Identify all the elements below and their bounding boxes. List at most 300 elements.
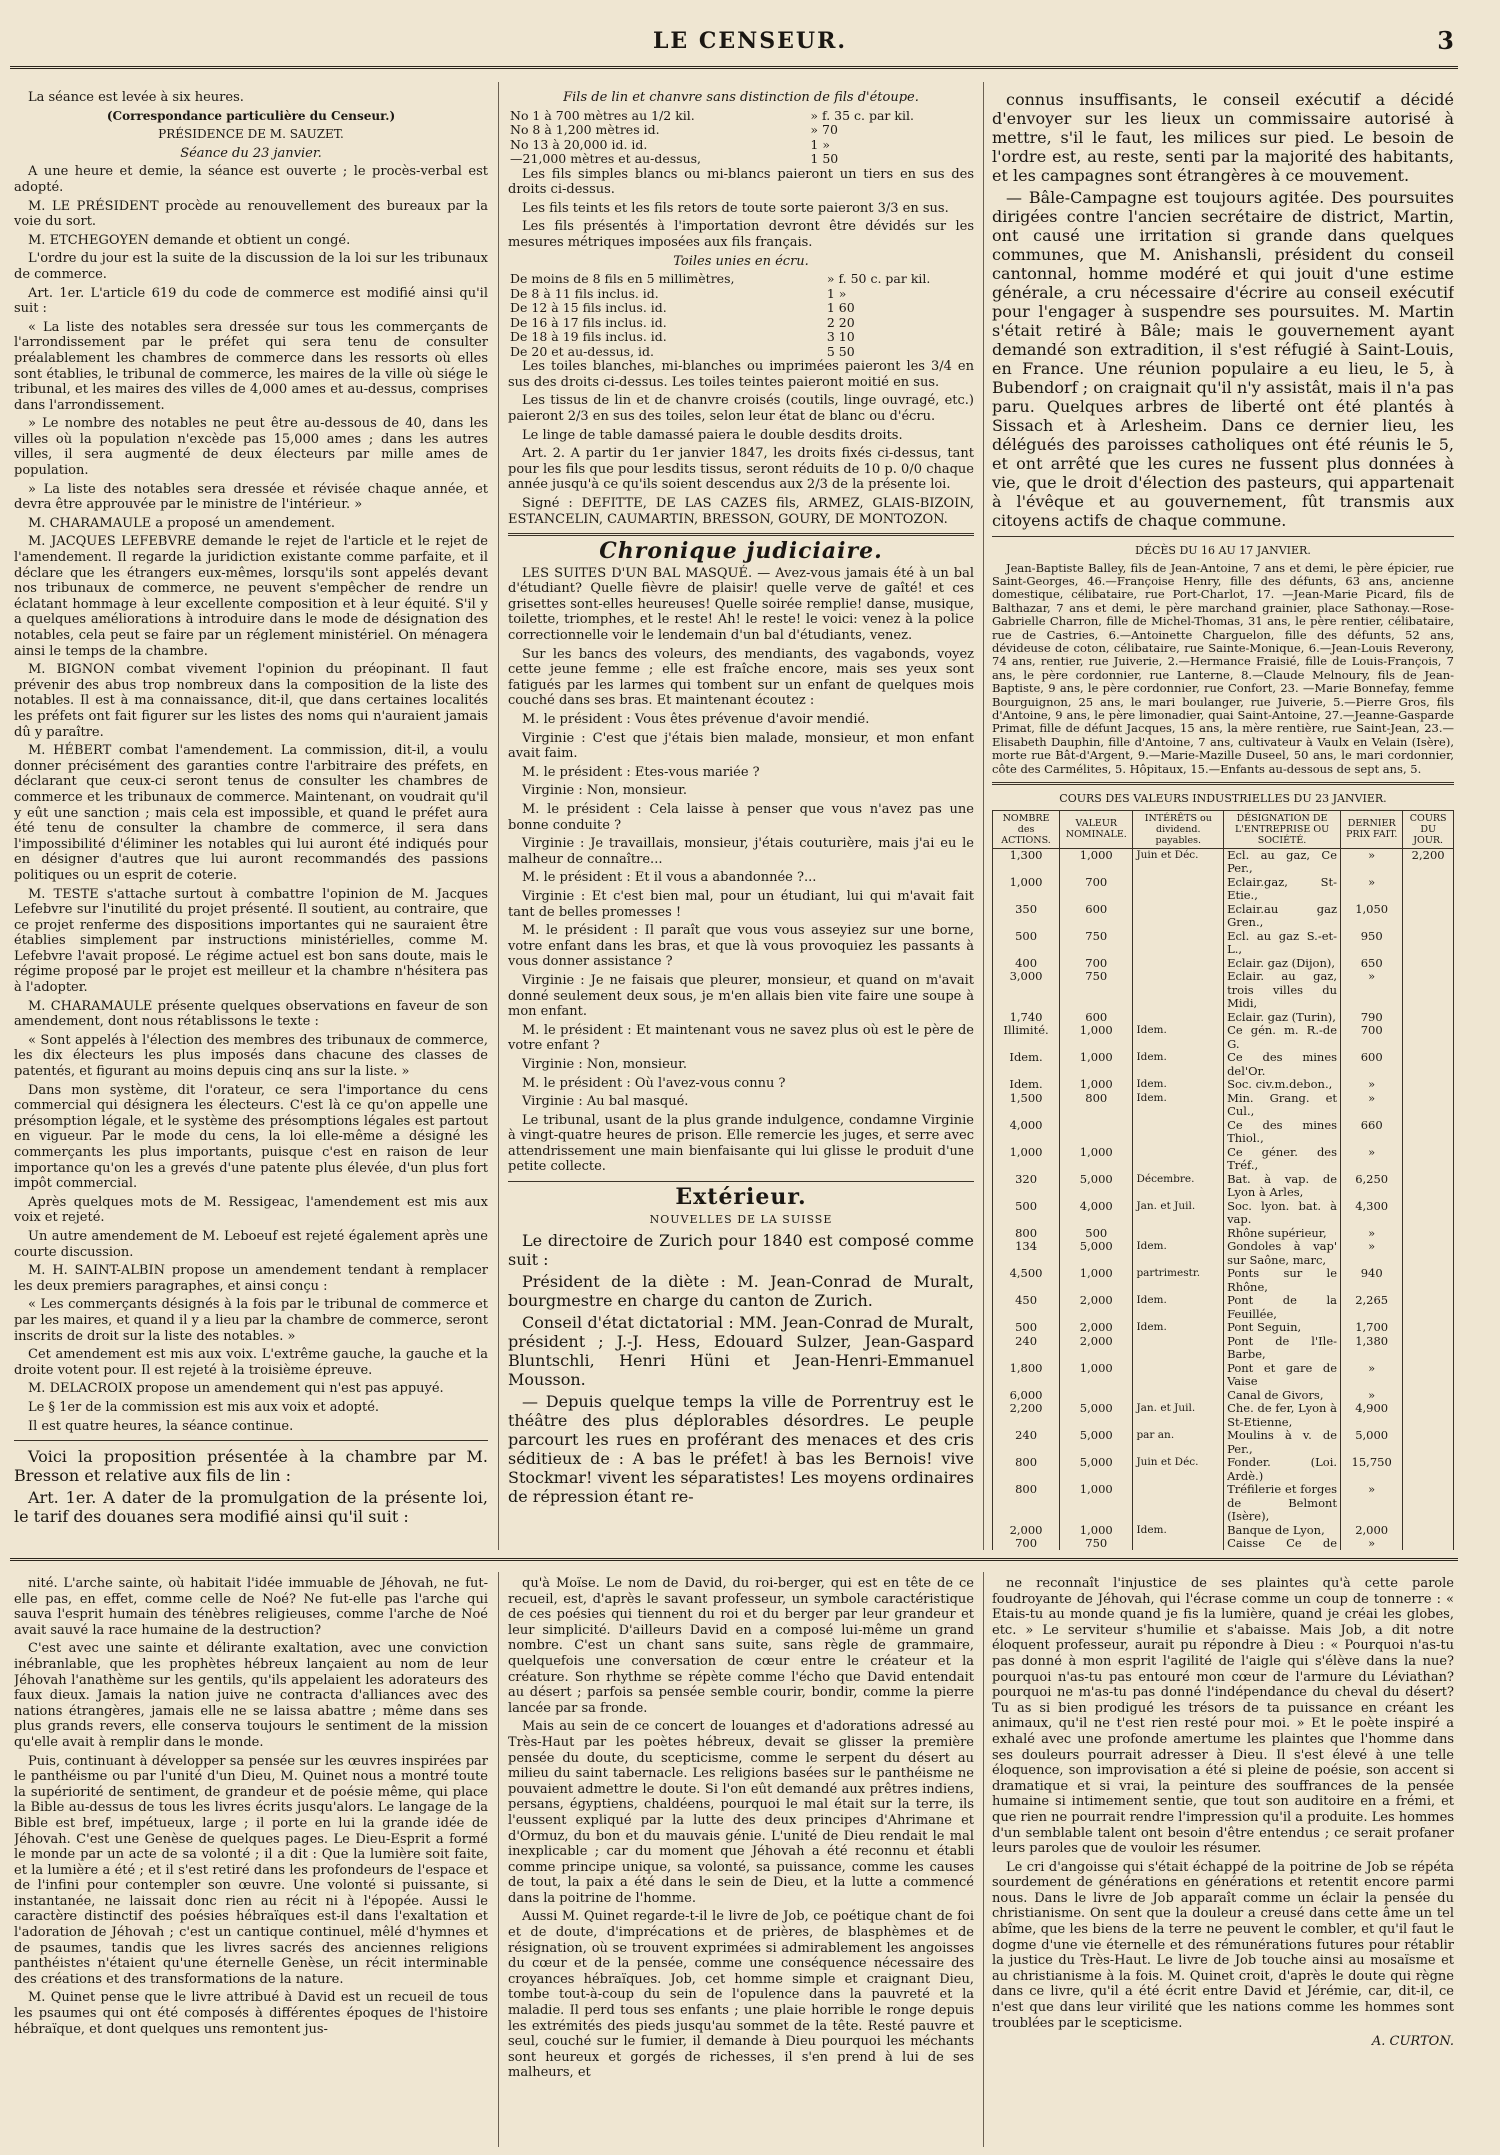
paragraph: M. HÉBERT combat l'amendement. La commission, dit-il, a voulu donner précisément des garanties contre l'arbitraire des préfets, en déclarant que ceux-ci seront tenus de consulter les chambres de commerce et les tribunaux de commerce. Maintenant, on voudrait qu'il y eût une sanction ; mais cela est impossible, et quand le préfet aura été tenu de consulter la chambre de commerce, il sera dans l'impossibilité d'éliminer les notables qui lui auront été indiqués pour en désigner d'autres que lui auront recommandés des passions politiques ou un esprit de coterie.: [14, 743, 488, 883]
paragraph: « Sont appelés à l'élection des membres des tribunaux de commerce, les dix électeurs les plus imposés dans chacune des classes de patentés, et figurant au moins depuis cinq ans sur la liste. »: [14, 1032, 488, 1080]
paragraph: qu'à Moïse. Le nom de David, du roi-berger, qui est en tête de ce recueil, est, d'après le savant professeur, un symbole caractéristique de ces poésies qui tiennent du roi et du berger par leur grandeur et leur simplicité. D'ailleurs David en a composé lui-même un grand nombre. C'est un chant sans suite, sans règle de grammaire, quelquefois une conversation de cœur entre le créateur et la créature. Son rhythme se répète comme l'écho que David entendait au désert ; parfois sa pensée semble courir, bondir, comme la pierre lancée par sa fronde.: [508, 1576, 974, 1716]
table-row: [993, 1483, 1454, 1524]
paragraph: Puis, continuant à développer sa pensée sur les œuvres inspirées par le panthéisme ou par l'unité d'un Dieu, M. Quinet nous a montré toute la supériorité de sentiment, de grandeur et de poésie même, qui place la Bible au-dessus de tous les livres écrits jusqu'alors. Le langage de la Bible est bref, impétueux, large ; il porte en lui la grande idée de Jéhovah. C'est une Genèse de quelques pages. Le Dieu-Esprit a formé le monde par un acte de sa volonté ; il a dit : Que la lumière soit faite, et la lumière a été ; et il s'est retiré dans les profondeurs de l'espace et de l'infini pour contempler son œuvre. Une volonté si puissante, si instantanée, ne laissait donc rien au récit ni à l'épopée. Aussi le caractère distinctif des poésies hébraïques est-il dans l'exaltation et l'adoration de Jéhovah ; c'est un cantique continuel, mêlé d'hymnes et de psaumes, tandis que les livres sacrés des anciennes religions panthéistes n'étaient qu'une éternelle Genèse, un récit interminable des créations et des transformations de la nature.: [14, 1753, 488, 1987]
table-row: [993, 1011, 1454, 1025]
table-cell: [1133, 957, 1224, 971]
table-cell: [1403, 1173, 1454, 1200]
paragraph: « Les commerçants désignés à la fois par le tribunal de commerce et par les maires, et quand il y a lieu par la chambre de commerce, seront inscrits de droit sur la liste des notables. »: [14, 1297, 488, 1344]
paragraph: M. LE PRÉSIDENT procède au renouvellement des bureaux par la voie du sort.: [14, 198, 488, 230]
paragraph: Virginie : Au bal masqué.: [522, 1094, 689, 1110]
paragraph: M. le président : Et maintenant vous ne savez plus où est le père de votre enfant ?: [508, 1022, 974, 1054]
table-row: [993, 1146, 1454, 1173]
table-row: [993, 1051, 1454, 1078]
paragraph: M. ETCHEGOYEN demande et obtient un congé.: [28, 232, 351, 248]
divider: [992, 536, 1454, 537]
table-cell: Idem.: [1133, 1240, 1224, 1267]
table-cell: [1403, 1092, 1454, 1119]
table-cell: 800: [993, 1227, 1060, 1241]
fils-notes: [508, 167, 974, 251]
tariff-row: [508, 123, 974, 138]
table-cell: »: [1341, 1227, 1403, 1241]
paragraph: M. le président : Vous êtes prévenue d'avoir mendié.: [522, 712, 870, 728]
divider: [992, 782, 1454, 785]
table-cell: Ce des mines del'Or.: [1224, 1051, 1341, 1078]
feuilleton-column-3: [992, 1576, 1454, 2146]
paragraph: M. CHARAMAULE présente quelques observations en faveur de son amendement, dont nous rétablissons le texte :: [14, 998, 488, 1030]
paragraph: Cet amendement est mis aux voix. L'extrême gauche, la gauche et la droite votent pour. Il est rejeté à la troisième épreuve.: [14, 1347, 488, 1378]
table-cell: 1,050: [1341, 903, 1403, 930]
table-cell: 1,000: [1060, 1078, 1133, 1092]
table-cell: par an.: [1133, 1429, 1224, 1456]
tariff-row: [508, 301, 974, 316]
table-cell: —21,000 mètres et au-dessus,: [510, 151, 702, 167]
table-cell: Gondoles à vap' sur Saône, marc,: [1224, 1240, 1341, 1267]
table-cell: »: [1341, 970, 1403, 1011]
column-divider: [498, 82, 499, 1550]
feuilleton-column-2: [508, 1576, 974, 2146]
table-cell: 5,000: [1060, 1402, 1133, 1429]
table-cell: 2,000: [993, 1524, 1060, 1538]
feuilleton-rule: [10, 1558, 1458, 1561]
table-cell: [1133, 1011, 1224, 1025]
paragraph: » Le nombre des notables ne peut être au-dessous de 40, dans les villes où la population n'excède pas 15,000 ames ; dans les autres villes, il sera augmenté de deux électeurs par mille ames de population.: [14, 416, 488, 479]
feuilleton-paragraphs: [992, 1576, 1454, 2031]
paragraph: Les tissus de lin et de chanvre croisés (coutils, linge ouvragé, etc.) paieront 2/3 en sus des toiles, selon leur état de blanc ou d'écru.: [508, 393, 974, 424]
table-cell: 1,500: [993, 1092, 1060, 1119]
table-cell: 240: [993, 1429, 1060, 1456]
table-cell: Soc. civ.m.debon.,: [1224, 1078, 1341, 1092]
table-cell: Ce gén. m. R.-de G.: [1224, 1024, 1341, 1051]
cours-table: [992, 810, 1454, 1550]
table-cell: [1133, 1227, 1224, 1241]
table-cell: Pont Seguin,: [1224, 1321, 1341, 1335]
table-row: [993, 876, 1454, 903]
table-cell: Idem.: [1133, 1294, 1224, 1321]
table-row: [993, 1227, 1454, 1241]
table-cell: 800: [1060, 1092, 1133, 1119]
table-cell: 5,000: [1060, 1429, 1133, 1456]
table-cell: 15,750: [1341, 1456, 1403, 1483]
table-cell: 650: [1341, 957, 1403, 971]
table-cell: 600: [1060, 1011, 1133, 1025]
paragraph: » La liste des notables sera dressée et révisée chaque année, et devra être approuvée par le ministre de l'intérieur. »: [14, 481, 488, 513]
tariff-row: [508, 109, 974, 124]
column-3: [992, 90, 1454, 1550]
table-cell: 600: [1341, 1051, 1403, 1078]
table-cell: [1133, 903, 1224, 930]
column-header: DERNIER PRIX FAIT.: [1341, 810, 1403, 848]
tariff-row: [508, 138, 974, 153]
column-divider: [983, 82, 984, 1550]
table-cell: [1403, 1537, 1454, 1550]
table-row: [993, 1267, 1454, 1294]
table-cell: 2,200: [1403, 848, 1454, 876]
table-cell: Eclair.au gaz Gren.,: [1224, 903, 1341, 930]
table-cell: 2,000: [1341, 1524, 1403, 1538]
table-cell: »: [1341, 1537, 1403, 1550]
table-cell: 660: [1341, 1119, 1403, 1146]
tariff-row: [508, 345, 974, 360]
table-cell: No 8 à 1,200 mètres id.: [510, 122, 660, 138]
column-header: NOMBRE des ACTIONS.: [993, 810, 1060, 848]
table-cell: [1403, 1389, 1454, 1403]
table-cell: 5 50: [826, 343, 855, 359]
table-cell: »: [1341, 1092, 1403, 1119]
table-cell: 2,000: [1060, 1335, 1133, 1362]
table-cell: 240: [993, 1335, 1060, 1362]
table-cell: De 8 à 11 fils inclus. id.: [510, 285, 659, 301]
table-cell: Bat. à vap. de Lyon à Arles,: [1224, 1173, 1341, 1200]
column-header: COURS DU JOUR.: [1403, 810, 1454, 848]
toiles-title: Toiles unies en écru.: [673, 253, 809, 269]
paragraph: — Bâle-Campagne est toujours agitée. Des poursuites dirigées contre l'ancien secrétaire de district, Martin, ont causé une irritation si grande dans quelques communes, que M. Anishansli, président du conseil cantonnal, homme modéré et qui jouit d'une estime générale, a cru nécessaire d'écrire au conseil exécutif pour l'engager à suspendre ses poursuites. M. Martin s'était retiré à Bâle; mais le gouvernement ayant demandé son extradition, il s'est réfugié à Saint-Louis, en France. Une réunion populaire a eu lieu, le 5, à Bubendorf ; on craignait qu'il n'y assistât, mais il n'a pas paru. Quelques arbres de liberté ont été plantés à Sissach et à Arlesheim. Dans ce dernier lieu, les délégués des paroisses catholiques ont été réunis le 5, et ont arrêté que les cures ne fussent plus données à vie, que le droit d'élection des pasteurs, qui appartenait à l'évêque et au gouvernement, fût transmis aux citoyens actifs de chaque commune.: [992, 188, 1454, 530]
table-cell: 700: [1341, 1024, 1403, 1051]
paragraph: Sur les bancs des voleurs, des mendiants, des vagabonds, voyez cette jeune femme ; elle est fraîche encore, mais ses yeux sont fatigués par les larmes qui tombent sur un enfant de quelques mois couché dans ses bras. Et maintenant écoutez :: [508, 646, 974, 709]
table-cell: Eclair.gaz, St-Etie.,: [1224, 876, 1341, 903]
table-cell: 1,000: [1060, 1267, 1133, 1294]
table-cell: » f. 50 c. par kil.: [826, 271, 931, 287]
table-row: [993, 1537, 1454, 1550]
paragraph: L'ordre du jour est la suite de la discussion de la loi sur les tribunaux de commerce.: [14, 251, 488, 282]
table-row: [993, 1429, 1454, 1456]
table-cell: 1,000: [1060, 848, 1133, 876]
table-cell: »: [1341, 1483, 1403, 1524]
table-cell: 500: [993, 1200, 1060, 1227]
table-cell: 2 20: [826, 314, 855, 330]
table-cell: [1403, 1335, 1454, 1362]
column-header: VALEUR NOMINALE.: [1060, 810, 1133, 848]
table-cell: [1133, 930, 1224, 957]
table-cell: [1060, 1119, 1133, 1146]
table-cell: [1403, 1456, 1454, 1483]
table-row: [993, 1362, 1454, 1389]
suisse-paragraphs: [508, 1231, 974, 1506]
paragraph: Le tribunal, usant de la plus grande indulgence, condamne Virginie à vingt-quatre heures de prison. Elle remercie les juges, et serre avec attendrissement une main bienfaisante qui lui glisse le produit d'une petite collecte.: [508, 1112, 974, 1175]
divider: [14, 1440, 488, 1441]
table-cell: No 13 à 20,000 id. id.: [510, 136, 648, 152]
paragraph: connus insuffisants, le conseil exécutif a décidé d'envoyer sur les lieux un commissaire autorisé à mettre, s'il le faut, les milices sur pied. Le besoin de l'ordre est, au reste, senti par la majorité des habitants, et les campagnes sont étrangères à ce mouvement.: [992, 90, 1454, 185]
table-cell: [1133, 1119, 1224, 1146]
paragraph: M. H. SAINT-ALBIN propose un amendement tendant à remplacer les deux premiers paragraphes, et ainsi conçu :: [14, 1263, 488, 1294]
table-cell: Juin et Déc.: [1133, 1456, 1224, 1483]
table-cell: [1403, 1078, 1454, 1092]
paragraph: Conseil d'état dictatorial : MM. Jean-Conrad de Muralt, président ; J.-J. Hess, Edouard Sulzer, Jean-Gaspard Bluntschli, Henri Hüni et Jean-Henri-Emmanuel Mousson.: [508, 1313, 974, 1390]
table-cell: Pont de l'Ile-Barbe,: [1224, 1335, 1341, 1362]
table-cell: Décembre.: [1133, 1173, 1224, 1200]
table-cell: [1403, 1524, 1454, 1538]
table-cell: [1403, 1240, 1454, 1267]
table-row: [993, 1092, 1454, 1119]
table-row: [993, 1402, 1454, 1429]
table-cell: 5,000: [1341, 1429, 1403, 1456]
paragraph: Art. 1er. L'article 619 du code de commerce est modifié ainsi qu'il suit :: [14, 285, 488, 317]
table-cell: 1,740: [993, 1011, 1060, 1025]
table-cell: Ce des mines Thiol.,: [1224, 1119, 1341, 1146]
table-cell: [1403, 1483, 1454, 1524]
table-cell: Idem.: [1133, 1078, 1224, 1092]
table-cell: Jan. et Juil.: [1133, 1200, 1224, 1227]
table-cell: [1403, 957, 1454, 971]
table-cell: 400: [993, 957, 1060, 971]
table-cell: [1403, 930, 1454, 957]
table-cell: 450: [993, 1294, 1060, 1321]
opening-line: La séance est levée à six heures.: [28, 90, 244, 105]
table-cell: » f. 35 c. par kil.: [810, 107, 914, 123]
table-cell: Che. de fer, Lyon à St-Etienne,: [1224, 1402, 1341, 1429]
column-header: INTÉRÊTS ou dividend. payables.: [1133, 810, 1224, 848]
column-header: DÉSIGNATION DE L'ENTREPRISE OU SOCIÉTÉ.: [1224, 810, 1341, 848]
table-cell: Tréfilerie et forges de Belmont (Isère),: [1224, 1483, 1341, 1524]
table-cell: Ce géner. des Tréf.,: [1224, 1146, 1341, 1173]
table-row: [993, 903, 1454, 930]
table-row: [993, 1078, 1454, 1092]
table-cell: [1403, 1227, 1454, 1241]
paragraph: Après quelques mots de M. Ressigeac, l'amendement est mis aux voix et rejeté.: [14, 1194, 488, 1226]
table-row: [993, 1024, 1454, 1051]
table-cell: 4,000: [1060, 1200, 1133, 1227]
paragraph: Virginie : Je travaillais, monsieur, j'étais couturière, mais j'ai eu le malheur de connaître...: [508, 836, 974, 867]
paragraph: M. le président : Etes-vous mariée ?: [522, 764, 760, 780]
paragraph: A une heure et demie, la séance est ouverte ; le procès-verbal est adopté.: [14, 164, 488, 195]
table-cell: Idem.: [993, 1051, 1060, 1078]
table-cell: Juin et Déc.: [1133, 848, 1224, 876]
paragraph: Président de la diète : M. Jean-Conrad de Muralt, bourgmestre en charge du canton de Zurich.: [508, 1272, 974, 1311]
deces-heading: DÉCÈS DU 16 AU 17 JANVIER.: [1135, 544, 1311, 557]
fils-tariff-table: [508, 109, 974, 167]
paragraph: « La liste des notables sera dressée sur tous les commerçants de l'arrondissement par le préfet qui sera tenu de consulter préalablement les chambres de commerce dans les ressorts où elles sont établies, le tribunal de commerce, les maires de la ville où siége le tribunal, et les maires des villes de 4,000 ames et au-dessus, comprises dans l'arrondissement.: [14, 319, 488, 413]
paragraph: Mais au sein de ce concert de louanges et d'adorations adressé au Très-Haut par les poètes hébreux, devait se glisser la première pensée du doute, du scepticisme, comme le serpent du désert au milieu du saint tabernacle. Les religions basées sur le panthéisme ne pouvaient admettre le doute. Si l'on eût demandé aux prêtres indiens, persans, égyptiens, chaldéens, pourquoi le mal était sur la terre, ils l'eussent expliqué par la lutte des deux principes d'Ahrimane et d'Ormuz, du bon et du mauvais génie. L'unité de Dieu rendait le mal inexplicable ; car du moment que Jéhovah a été reconnu et établi comme principe unique, sa volonté, sa puissance, comme les causes de tout, la paix a été dans le sein de Dieu, et la lutte a commencé dans la poitrine de l'homme.: [508, 1719, 974, 1906]
table-cell: [1403, 1011, 1454, 1025]
paragraph: Art. 2. A partir du 1er janvier 1847, les droits fixés ci-dessus, tant pour les fils que pour lesdits tissus, seront réduits de 10 p. 0/0 chaque année jusqu'à ce qu'ils soient descendus aux 2/3 de la présente loi.: [508, 446, 974, 493]
table-cell: 800: [993, 1456, 1060, 1483]
table-cell: »: [1341, 876, 1403, 903]
paragraph: Les fils teints et les fils retors de toute sorte paieront 3/3 en sus.: [522, 200, 949, 216]
table-cell: Idem.: [1133, 1524, 1224, 1538]
paragraph: Les fils présentés à l'importation devront être dévidés sur les mesures métriques imposées aux fils français.: [508, 219, 974, 250]
table-cell: 6,000: [993, 1389, 1060, 1403]
table-row: [993, 1294, 1454, 1321]
table-cell: Fonder. (Loi. Ardè.): [1224, 1456, 1341, 1483]
seance-date: Séance du 23 janvier.: [180, 145, 322, 161]
table-cell: 1 50: [810, 151, 839, 167]
table-cell: [1133, 1389, 1224, 1403]
paragraph: M. CHARAMAULE a proposé un amendement.: [28, 515, 336, 531]
table-cell: 5,000: [1060, 1456, 1133, 1483]
paragraph: Le § 1er de la commission est mis aux voix et adopté.: [28, 1399, 380, 1415]
exterieur-heading: Extérieur.: [675, 1184, 807, 1211]
table-row: [993, 1335, 1454, 1362]
table-cell: 500: [1060, 1227, 1133, 1241]
table-cell: Idem.: [1133, 1024, 1224, 1051]
table-cell: 4,000: [993, 1119, 1060, 1146]
feuilleton-signature: A. CURTON.: [1371, 2034, 1454, 2050]
table-cell: 750: [1060, 970, 1133, 1011]
paragraph: Le linge de table damassé paiera le double desdits droits.: [522, 427, 903, 443]
table-cell: 950: [1341, 930, 1403, 957]
table-row: [993, 848, 1454, 876]
paragraph: M. Quinet pense que le livre attribué à David est un recueil de tous les psaumes qui ont été composés à différentes époques de l'histoire hébraïque, et dont quelques uns remontent jus-: [14, 1990, 488, 2037]
table-cell: [1403, 1402, 1454, 1429]
suisse-continued: [992, 90, 1454, 530]
table-cell: 1,000: [1060, 1483, 1133, 1524]
table-cell: 320: [993, 1173, 1060, 1200]
table-cell: 700: [1060, 876, 1133, 903]
deces-list: Jean-Baptiste Balley, fils de Jean-Antoine, 7 ans et demi, le père épicier, rue Saint-Georges, 46.—Françoise Henry, fille des défunts, 63 ans, ancienne domestique, célibataire, rue Port-Charlot, 17. —Jean-Marie Picard, fils de Balthazar, 7 ans et demi, le père marchand grainier, place Sathonay.—Rose-Gabrielle Charron, fille de Michel-Thomas, 31 ans, le père rentier, célibataire, rue de Castries, 6.—Antoinette Charguelon, fille des défunts, 52 ans, dévideuse de coton, célibataire, rue Sainte-Monique, 6.—Jean-Louis Reverony, 74 ans, rentier, rue Juiverie, 2.—Hermance Fraisié, fille de Louis-François, 7 ans, le père cordonnier, rue Lanterne, 8.—Claude Melnoury, fils de Jean-Baptiste, 9 ans, le père cordonnier, rue Confort, 23. —Marie Bonnefay, femme Bourguignon, 25 ans, le mari boulanger, rue Juiverie, 5.—Pierre Gros, fils d'Antoine, 9 ans, le père limonadier, quai Saint-Antoine, 27.—Jeanne-Gasparde Primat, fille de défunt Jacques, 15 ans, la mère rentière, rue Saint-Jean, 23.—Elisabeth Dauphin, fille d'Antoine, 7 ans, cultivateur à Vaulx en Velain (Isère), morte rue Bât-d'Argent, 9.—Marie-Mazille Duseel, 50 ans, le mari cordonnier, côte des Carmélites, 5. Hôpitaux, 15.—Enfants au-dessous de sept ans, 5.: [992, 560, 1454, 776]
table-cell: 2,000: [1060, 1321, 1133, 1335]
table-cell: 2,265: [1341, 1294, 1403, 1321]
table-cell: 5,000: [1060, 1240, 1133, 1267]
table-cell: 1,000: [1060, 1051, 1133, 1078]
paragraph: — Depuis quelque temps la ville de Porrentruy est le théâtre des plus déplorables désordres. Le peuple parcourt les rues en proférant des menaces et des cris séditieux de : A bas le préfet! à bas les Bernois! vive Stockmar! vivent les séparatistes! Les moyens ordinaires de répression étant re-: [508, 1392, 974, 1507]
table-cell: [1403, 903, 1454, 930]
table-cell: 1 »: [810, 136, 830, 152]
table-cell: 6,250: [1341, 1173, 1403, 1200]
table-cell: 700: [1060, 957, 1133, 971]
table-cell: [1403, 1321, 1454, 1335]
table-cell: 1,000: [1060, 1362, 1133, 1389]
paragraph: M. DELACROIX propose un amendement qui n'est pas appuyé.: [28, 1381, 444, 1397]
table-cell: [1403, 1119, 1454, 1146]
table-cell: [1133, 1146, 1224, 1173]
table-cell: partrimestr.: [1133, 1267, 1224, 1294]
table-cell: [1403, 1200, 1454, 1227]
paragraph: M. le président : Où l'avez-vous connu ?: [522, 1075, 786, 1091]
table-cell: 600: [1060, 903, 1133, 930]
table-cell: [1403, 1294, 1454, 1321]
toiles-notes: [508, 359, 974, 493]
paragraph: Un autre amendement de M. Leboeuf est rejeté également après une courte discussion.: [14, 1228, 488, 1260]
table-cell: Eclair. gaz (Turin),: [1224, 1011, 1341, 1025]
table-cell: Min. Grang. et Cul.,: [1224, 1092, 1341, 1119]
table-cell: 1 60: [826, 300, 855, 316]
table-cell: 4,900: [1341, 1402, 1403, 1429]
suisse-heading: NOUVELLES DE LA SUISSE: [649, 1212, 833, 1226]
table-cell: [1403, 876, 1454, 903]
table-cell: 3 10: [826, 329, 855, 345]
table-cell: [1133, 1362, 1224, 1389]
table-cell: Rhône supérieur,: [1224, 1227, 1341, 1241]
fils-title: Fils de lin et chanvre sans distinction de fils d'étoupe.: [563, 90, 919, 105]
table-cell: 4,300: [1341, 1200, 1403, 1227]
table-cell: 1,300: [993, 848, 1060, 876]
table-cell: Pont de la Feuillée,: [1224, 1294, 1341, 1321]
paragraph: Le directoire de Zurich pour 1840 est composé comme suit :: [508, 1231, 974, 1270]
paragraph: Virginie : Non, monsieur.: [522, 783, 688, 799]
tariff-row: [508, 316, 974, 331]
table-cell: 2,200: [993, 1402, 1060, 1429]
table-cell: Idem.: [1133, 1051, 1224, 1078]
paragraph: Virginie : Je ne faisais que pleurer, monsieur, et quand on m'avait donné seulement deux sous, je m'en allais bien vite faire une soupe à mon enfant.: [508, 972, 974, 1020]
table-cell: De 20 et au-dessus, id.: [510, 343, 655, 359]
signatures: Signé : DEFITTE, DE LAS CAZES fils, ARMEZ, GLAIS-BIZOIN, ESTANCELIN, CAUMARTIN, BRESSON, GOURY, DE MONTOZON.: [508, 495, 974, 527]
paragraph: M. TESTE s'attache surtout à combattre l'opinion de M. Jacques Lefebvre sur l'inutilité du projet présenté. Il soutient, au contraire, que ce projet renferme des dispositions importantes qui ne sauraient être établies simplement par instructions ministérielles, comme M. Lefebvre l'avait proposé. Le régime actuel est bon sans doute, mais le régime proposé par le projet est meilleur et la chambre n'hésitera pas à l'adopter.: [14, 886, 488, 996]
table-cell: De 16 à 17 fils inclus. id.: [510, 314, 667, 330]
table-cell: 4,500: [993, 1267, 1060, 1294]
proposition-intro: Voici la proposition présentée à la chambre par M. Bresson et relative aux fils de lin :: [14, 1447, 488, 1486]
table-cell: 2,000: [1060, 1294, 1133, 1321]
table-cell: Canal de Givors,: [1224, 1389, 1341, 1403]
table-cell: Ponts sur le Rhône,: [1224, 1267, 1341, 1294]
table-row: [993, 1173, 1454, 1200]
masthead: LE CENSEUR.: [652, 28, 848, 54]
chronique-heading: Chronique judiciaire.: [599, 538, 883, 565]
table-cell: 134: [993, 1240, 1060, 1267]
table-cell: Moulins à v. de Per.,: [1224, 1429, 1341, 1456]
page-number: 3: [1437, 26, 1454, 55]
column-divider: [983, 1572, 984, 2147]
presidence-heading: PRÉSIDENCE DE M. SAUZET.: [158, 127, 344, 142]
table-cell: [1403, 1146, 1454, 1173]
paragraph: LES SUITES D'UN BAL MASQUÉ. — Avez-vous jamais été à un bal d'étudiant? Quelle fièvre de plaisir! quelle verve de gaîté! et ces grisettes sont-elles heureuses! Quelle soirée remplie! danse, musique, toilette, triomphes, et le reste! Ah! le reste! le voici: venez à la police correctionnelle voir le lendemain d'un bal d'étudiants, venez.: [508, 565, 974, 644]
table-cell: [1133, 876, 1224, 903]
chronique-paragraphs: [508, 566, 974, 1175]
table-cell: Jan. et Juil.: [1133, 1402, 1224, 1429]
paragraph: Le cri d'angoisse qui s'était échappé de la poitrine de Job se répéta sourdement de générations en générations et retentit encore parmi nous. Dans le livre de Job apparaît comme un éclair la pensée du christianisme. On sent que la douleur a creusé dans cette âme un tel abîme, que les biens de la terre ne peuvent le combler, et qu'il faut le dogme d'une vie éternelle et des rémunérations futures pour rétablir la justice du Très-Haut. Le livre de Job touche ainsi au mosaïsme et au christianisme à la fois. M. Quinet croit, d'après le doute qui règne dans ce livre, qu'il a été écrit entre David et Jérémie, car, dit-il, ce n'est que dans leur virilité que les nations comme les hommes sont troublées par le scepticisme.: [992, 1859, 1454, 2031]
table-cell: 1,000: [1060, 1146, 1133, 1173]
paragraph: ne reconnaît l'injustice de ses plaintes qu'à cette parole foudroyante de Jéhovah, qui l'écrase comme un coup de tonnerre : « Etais-tu au monde quand je fis la lumière, quand je créai les globes, etc. » Le serviteur s'humilie et s'abaisse. Mais Job, a dit notre éloquent professeur, aurait pu répondre à Dieu : « Pourquoi n'as-tu pas donné à mon esprit l'agilité de l'aigle qui s'élève dans la nue? pourquoi n'as-tu pas entouré mon cœur de l'armure du Léviathan? pourquoi ne m'as-tu pas donné l'indépendance du cheval du désert? Tu as si bien prodigué les trésors de ta puissance en créant les animaux, qu'il ne t'est rien resté pour moi. » Et le poète inspiré a exhalé avec une profonde amertume les plaintes que l'homme dans ses douleurs pourrait adresser à Dieu. Il s'est élevé à une telle éloquence, son improvisation a été si pleine de poésie, son accent si dramatique et si vrai, la peinture des souffrances de la pensée humaine si intimement sentie, que tout son auditoire en a frémi, et que rien ne pourrait rendre l'impression qu'il a produite. Les hommes d'un semblable talent ont besoin d'être entendus ; ce serait profaner leurs paroles que de vouloir les résumer.: [992, 1576, 1454, 1857]
table-cell: 350: [993, 903, 1060, 930]
paragraph: M. le président : Et il vous a abandonnée ?...: [522, 870, 817, 886]
table-row: [993, 1200, 1454, 1227]
table-row: [993, 930, 1454, 957]
table-cell: 800: [993, 1483, 1060, 1524]
table-cell: »: [1341, 848, 1403, 876]
paragraph: C'est avec une sainte et délirante exaltation, avec une conviction inébranlable, que les prophètes hébreux lançaient au nom de leur Jéhovah l'anathème sur les gentils, qu'ils appelaient les adorateurs des faux dieux. Jamais la nation juive ne contracta d'alliances avec des nations étrangères, jamais elle ne se laissa abattre ; même dans ses plus grands revers, elle conserva toujours le sentiment de la mission qu'elle avait à remplir dans le monde.: [14, 1641, 488, 1750]
feuilleton-column-1: [14, 1576, 488, 2146]
table-cell: [1133, 1483, 1224, 1524]
table-cell: »: [1341, 1146, 1403, 1173]
tariff-row: [508, 152, 974, 167]
table-cell: 500: [993, 1321, 1060, 1335]
paragraph: M. le président : Cela laisse à penser que vous n'avez pas une bonne conduite ?: [508, 802, 974, 833]
table-cell: 1,000: [1060, 1524, 1133, 1538]
table-cell: [1403, 1362, 1454, 1389]
table-cell: 1,800: [993, 1362, 1060, 1389]
table-cell: [1133, 970, 1224, 1011]
table-cell: » 70: [810, 122, 838, 138]
table-cell: Illimité.: [993, 1024, 1060, 1051]
table-cell: 1,000: [1060, 1024, 1133, 1051]
table-cell: Ecl. au gaz, Ce Per.,: [1224, 848, 1341, 876]
paragraph: Les toiles blanches, mi-blanches ou imprimées paieront les 3/4 en sus des droits ci-dessus. Les toiles teintes paieront moitié en sus.: [508, 359, 974, 390]
paragraph: Dans mon système, dit l'orateur, ce sera l'importance du cens commercial qui désignera les électeurs. C'est là ce qu'on appelle une présomption légale, et le système des présomptions légales est partout en vigueur. Par le mode du cens, la loi elle-même a désigné les commerçants les plus importants, puisque c'est en raison de leur importance qu'on les a grevés d'une patente plus élevée, d'un plus fort impôt commercial.: [14, 1082, 488, 1192]
table-cell: »: [1341, 1078, 1403, 1092]
toiles-tariff-table: [508, 272, 974, 359]
table-cell: [1403, 1429, 1454, 1456]
table-cell: [1133, 1335, 1224, 1362]
table-row: [993, 957, 1454, 971]
debate-paragraphs: [14, 164, 488, 1434]
table-cell: Idem.: [1133, 1321, 1224, 1335]
table-cell: 1,000: [993, 876, 1060, 903]
paragraph: nité. L'arche sainte, où habitait l'idée immuable de Jéhovah, ne fut-elle pas, en effet, comme celle de Noé? Ne fut-elle pas l'arche qui sauva l'esprit humain des ténèbres religieuses, comme l'arche de Noé avait sauvé la race humaine de la destruction?: [14, 1576, 488, 1638]
table-cell: »: [1341, 1362, 1403, 1389]
divider: [508, 1181, 974, 1182]
table-cell: »: [1341, 1389, 1403, 1403]
table-cell: No 1 à 700 mètres au 1/2 kil.: [510, 107, 695, 123]
paragraph: M. BIGNON combat vivement l'opinion du préopinant. Il faut prévenir des abus trop nombreux dans la composition de la liste des notables. Il est à ma connaissance, dit-il, que dans certaines localités les préfets ont fait figurer sur les listes des noms qui n'auraient jamais dû y paraître.: [14, 662, 488, 740]
table-cell: [1133, 1537, 1224, 1550]
proposition-article: Art. 1er. A dater de la promulgation de la présente loi, le tarif des douanes sera modifié ainsi qu'il suit :: [14, 1488, 488, 1527]
paragraph: M. JACQUES LEFEBVRE demande le rejet de l'article et le rejet de l'amendement. Il regarde la juridiction existante comme parfaite, et il déclare que les étrangers eux-mêmes, lorsqu'ils sont appelés devant nos tribunaux de commerce, ne peuvent s'empêcher de rendre un éclatant hommage à leur excellente composition et à leur équité. S'il y a quelques améliorations à introduire dans le mode de désignation des notables, cela peut se faire par un réglement ministériel. On ménagera ainsi le temps de la chambre.: [14, 534, 488, 659]
column-1: [14, 90, 488, 1550]
table-cell: Ecl. au gaz S.-et-L.,: [1224, 930, 1341, 957]
tariff-row: [508, 272, 974, 287]
table-cell: Pont et gare de Vaise: [1224, 1362, 1341, 1389]
table-cell: »: [1341, 1240, 1403, 1267]
table-cell: Banque de Lyon,: [1224, 1524, 1341, 1538]
table-cell: De 18 à 19 fils inclus. id.: [510, 329, 667, 345]
